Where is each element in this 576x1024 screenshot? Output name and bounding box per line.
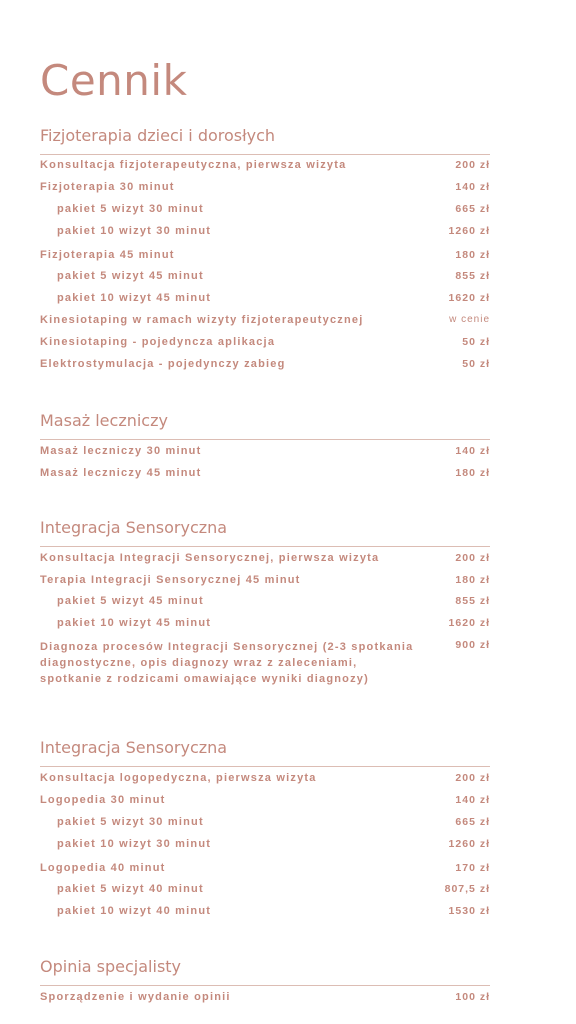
price-row bbox=[40, 467, 490, 489]
price-row bbox=[40, 358, 490, 380]
service-label: Kinesiotaping - pojedyncza aplikacja bbox=[40, 336, 276, 348]
service-price: 1530 zł bbox=[448, 905, 490, 917]
price-row bbox=[40, 314, 490, 336]
price-row bbox=[40, 292, 490, 314]
section-masaz bbox=[40, 409, 490, 489]
service-price: 200 zł bbox=[455, 552, 490, 564]
section-title: Opinia specjalisty bbox=[40, 957, 182, 976]
service-price: 855 zł bbox=[455, 270, 490, 282]
service-label: Masaż leczniczy 45 minut bbox=[40, 467, 202, 479]
service-price: 140 zł bbox=[455, 445, 490, 457]
service-price: 200 zł bbox=[455, 159, 490, 171]
price-row bbox=[40, 595, 490, 617]
service-price: 170 zł bbox=[455, 862, 490, 874]
service-price: 200 zł bbox=[455, 772, 490, 784]
section-divider bbox=[40, 766, 490, 767]
service-label: pakiet 5 wizyt 30 minut bbox=[57, 816, 204, 828]
section-title: Integracja Sensoryczna bbox=[40, 518, 228, 537]
service-label: Terapia Integracji Sensorycznej 45 minut bbox=[40, 574, 301, 586]
price-row bbox=[40, 838, 490, 862]
service-label: Sporządzenie i wydanie opinii bbox=[40, 991, 231, 1003]
service-price: 1620 zł bbox=[448, 292, 490, 304]
service-price: 1620 zł bbox=[448, 617, 490, 629]
service-price: 855 zł bbox=[455, 595, 490, 607]
service-price: 140 zł bbox=[455, 794, 490, 806]
service-price: 180 zł bbox=[455, 467, 490, 479]
service-label: Konsultacja Integracji Sensorycznej, pierwsza wizyta bbox=[40, 552, 380, 564]
price-row bbox=[40, 181, 490, 203]
service-price: 180 zł bbox=[455, 249, 490, 261]
service-price: 50 zł bbox=[462, 336, 490, 348]
price-row bbox=[40, 862, 490, 883]
section-logopedia bbox=[40, 736, 490, 927]
service-label: pakiet 5 wizyt 30 minut bbox=[57, 203, 204, 215]
service-label: Fizjoterapia 45 minut bbox=[40, 249, 175, 261]
service-label: pakiet 5 wizyt 45 minut bbox=[57, 595, 204, 607]
price-row bbox=[40, 574, 490, 595]
price-row bbox=[40, 639, 490, 705]
service-price: 1260 zł bbox=[448, 225, 490, 237]
price-row bbox=[40, 617, 490, 639]
service-price: 140 zł bbox=[455, 181, 490, 193]
price-row bbox=[40, 816, 490, 838]
service-label: pakiet 10 wizyt 45 minut bbox=[57, 617, 212, 629]
price-row bbox=[40, 883, 490, 905]
section-divider bbox=[40, 154, 490, 155]
section-integracja-sensoryczna bbox=[40, 516, 490, 705]
service-price: 1260 zł bbox=[448, 838, 490, 850]
section-divider bbox=[40, 985, 490, 986]
service-label: Logopedia 40 minut bbox=[40, 862, 166, 874]
price-row bbox=[40, 159, 490, 181]
price-row bbox=[40, 445, 490, 467]
service-label: Konsultacja fizjoterapeutyczna, pierwsza wizyta bbox=[40, 159, 347, 171]
service-price: 900 zł bbox=[455, 639, 490, 651]
section-divider bbox=[40, 546, 490, 547]
price-row bbox=[40, 225, 490, 249]
service-label: Fizjoterapia 30 minut bbox=[40, 181, 175, 193]
page-title: Cennik bbox=[40, 56, 188, 105]
service-label: pakiet 10 wizyt 30 minut bbox=[57, 838, 212, 850]
service-label: pakiet 10 wizyt 30 minut bbox=[57, 225, 212, 237]
service-label: Konsultacja logopedyczna, pierwsza wizyta bbox=[40, 772, 317, 784]
service-label: pakiet 5 wizyt 40 minut bbox=[57, 883, 204, 895]
section-opinia bbox=[40, 955, 490, 1013]
section-title: Masaż leczniczy bbox=[40, 411, 168, 430]
service-price: 807,5 zł bbox=[444, 883, 490, 895]
price-row bbox=[40, 249, 490, 270]
section-title: Integracja Sensoryczna bbox=[40, 738, 228, 757]
price-row bbox=[40, 336, 490, 358]
service-price: 100 zł bbox=[455, 991, 490, 1003]
section-divider bbox=[40, 439, 490, 440]
price-row bbox=[40, 772, 490, 794]
service-price: w cenie bbox=[449, 314, 490, 325]
price-row bbox=[40, 991, 490, 1013]
service-label: Masaż leczniczy 30 minut bbox=[40, 445, 202, 457]
service-price: 50 zł bbox=[462, 358, 490, 370]
section-fizjoterapia bbox=[40, 124, 490, 380]
service-price: 180 zł bbox=[455, 574, 490, 586]
price-row bbox=[40, 794, 490, 816]
service-price: 665 zł bbox=[455, 816, 490, 828]
service-price: 665 zł bbox=[455, 203, 490, 215]
price-row bbox=[40, 905, 490, 927]
service-label: Kinesiotaping w ramach wizyty fizjoterapeutycznej bbox=[40, 314, 364, 326]
price-row bbox=[40, 270, 490, 292]
price-row bbox=[40, 203, 490, 225]
section-title: Fizjoterapia dzieci i dorosłych bbox=[40, 126, 276, 145]
service-label: pakiet 5 wizyt 45 minut bbox=[57, 270, 204, 282]
service-label: Diagnoza procesów Integracji Sensorycznej (2-3 spotkania diagnostyczne, opis diagnozy wraz z zaleceniami, spotkanie z rodzicami omawiające wyniki diagnozy) bbox=[40, 641, 414, 685]
service-label: pakiet 10 wizyt 40 minut bbox=[57, 905, 212, 917]
service-label: pakiet 10 wizyt 45 minut bbox=[57, 292, 212, 304]
service-label: Logopedia 30 minut bbox=[40, 794, 166, 806]
service-label: Elektrostymulacja - pojedynczy zabieg bbox=[40, 358, 286, 370]
price-row bbox=[40, 552, 490, 574]
